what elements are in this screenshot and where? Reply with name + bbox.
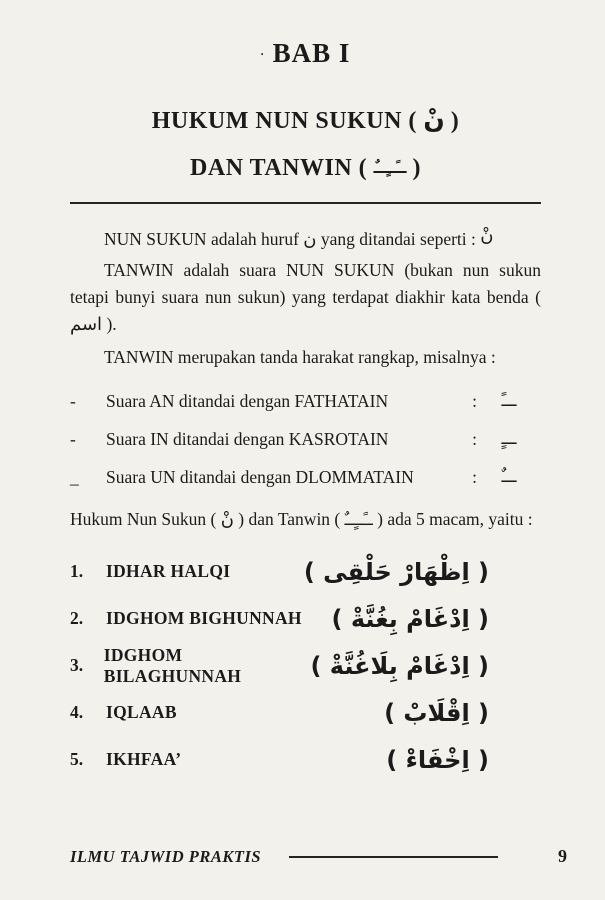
nun-sukun-glyph-inline: نْ [220,508,234,530]
p4-text-pre: Hukum Nun Sukun ( [70,508,221,529]
title-line-2-close: ) [406,155,421,181]
rule-arabic-text: ( اِقْلَابْ ) [384,698,489,727]
rule-name: IDGHOM BIGHUNNAH [106,608,302,629]
heading-divider [70,202,541,204]
list-item-dlommatain [70,467,541,488]
dash-bullet: - [70,390,76,411]
footer-divider-line [289,856,498,858]
list-item-label: Suara AN ditandai dengan FATHATAIN [106,390,389,411]
p4-text-post: ) ada 5 macam, yaitu : [372,508,533,529]
tanwin-marks-list [70,391,541,488]
rule-arabic-text: ( اِدْغَامْ بِلَاغُنَّةْ ) [310,651,489,680]
rule-number: 2. [70,608,84,629]
paragraph-tanwin [70,257,541,338]
running-book-title: ILMU TAJWID PRAKTIS [70,846,262,866]
colon-separator: : [472,428,477,449]
title-line-1 [70,105,541,135]
rule-arabic-text: ( اِخْفَاءْ ) [386,745,489,774]
rule-name: IKHFAA’ [106,749,182,770]
scan-speck-dot: . [260,44,265,58]
rule-name: IQLAAB [106,702,177,723]
tanwin-marks-glyph: ــًــٍــٌ [373,158,407,177]
nun-sukun-sample-glyph: نْ [480,225,494,246]
chapter-heading [70,38,541,69]
kasrotain-mark-glyph: ـــٍ [501,429,517,449]
p2-text-post: ). [102,313,117,334]
rule-idghom-bighunnah [70,595,541,642]
p1-text-mid: yang ditandai seperti : [316,229,481,249]
rule-idghom-bilaghunnah [70,642,541,689]
rule-name: IDHAR HALQI [106,561,231,582]
paragraph-harakat-rangkap: TANWIN merupakan tanda harakat rangkap, misalnya : [104,346,496,367]
list-item-label: Suara UN ditandai dengan DLOMMATAIN [106,466,414,487]
rule-idhar-halqi [70,548,541,595]
page-number: 9 [558,846,567,866]
rules-numbered-list [70,548,541,783]
p2-text-pre: TANWIN adalah suara NUN SUKUN (bukan nun sukun tetapi bunyi suara nun sukun) yang terdapat diakhir kata benda ( [70,260,541,307]
dlommatain-mark-glyph: ـــٌ [501,467,517,487]
paragraph-five-rules-intro [70,505,541,535]
tanwin-marks-glyph-inline: ــًــٍــٌ [344,509,373,529]
list-item-fathatain [70,391,541,412]
rule-arabic-text: ( اِظْهَارْ حَلْقِى ) [303,557,489,586]
dash-bullet: - [70,428,76,449]
fathatain-mark-glyph: ـــً [501,391,517,411]
list-item-kasrotain [70,429,541,450]
chapter-title: BAB I [272,38,351,68]
colon-separator: : [472,466,477,487]
rule-name: IDGHOM BILAGHUNNAH [103,644,242,686]
rule-iqlaab [70,689,541,736]
rule-number: 5. [70,749,84,770]
rule-number: 1. [70,561,84,582]
title-line-1-close: ) [444,108,460,134]
p1-text-pre: NUN SUKUN adalah huruf [104,229,304,249]
nun-sukun-glyph: نْ [423,105,445,134]
ism-word-glyph: اسم [70,313,103,335]
colon-separator: : [472,390,477,411]
rule-ikhfaa [70,736,541,783]
list-item-label: Suara IN ditandai dengan KASROTAIN [106,428,389,449]
title-line-2-text: DAN TANWIN ( [190,155,374,181]
nun-glyph: ن [303,229,317,250]
p4-text-mid: ) dan Tanwin ( [233,508,345,529]
title-line-2 [70,155,541,182]
page-footer [70,846,567,867]
paragraph-nun-sukun [70,226,541,253]
rule-arabic-text: ( اِدْغَامْ بِغُنَّةْ ) [331,604,489,633]
rule-number: 4. [70,702,84,723]
rule-number: 3. [70,655,84,676]
underscore-bullet: _ [70,466,79,487]
title-line-1-text: HUKUM NUN SUKUN ( [151,108,424,134]
